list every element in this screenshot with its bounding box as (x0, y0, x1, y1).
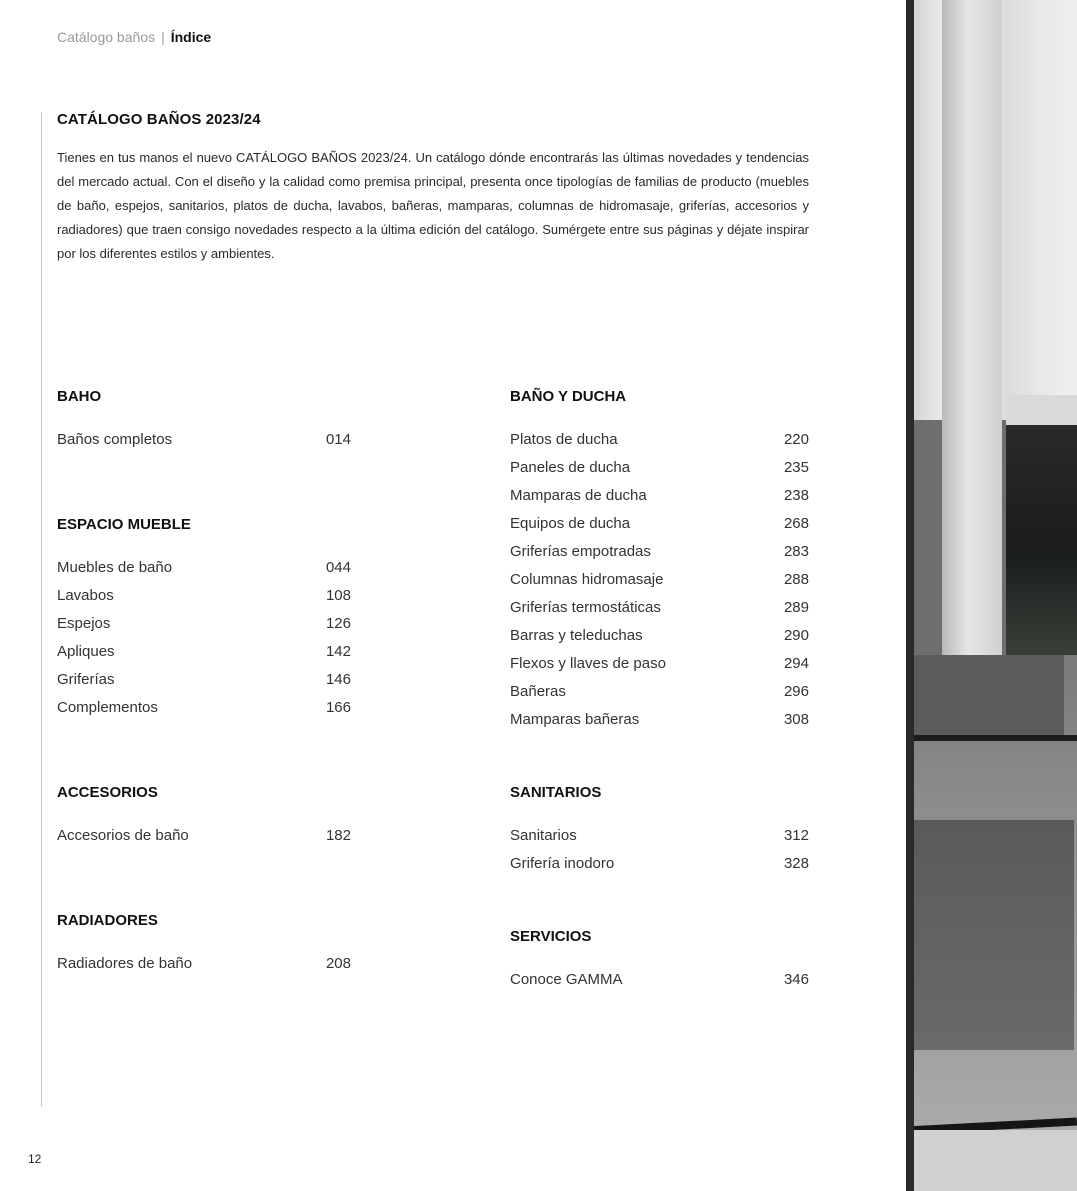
toc-entry[interactable] (57, 699, 351, 727)
toc-entry-label: Columnas hidromasaje (510, 571, 664, 588)
photo-towel-top (914, 655, 1064, 735)
toc-entry[interactable] (510, 571, 809, 599)
toc-entry-page: 142 (325, 643, 351, 660)
toc-entry[interactable] (57, 671, 351, 699)
toc-entries (510, 431, 809, 739)
breadcrumb (57, 29, 211, 45)
toc-entry-page: 290 (783, 627, 809, 644)
toc-entry-label: Bañeras (510, 683, 566, 700)
toc-entry-label: Complementos (57, 699, 158, 716)
photo-window-light (1006, 395, 1077, 425)
toc-entry-page: 296 (783, 683, 809, 700)
toc-entry-label: Griferías termostáticas (510, 599, 661, 616)
toc-entry-page: 346 (783, 971, 809, 988)
toc-entry-label: Mamparas bañeras (510, 711, 640, 728)
toc-entries (57, 431, 351, 459)
toc-entry-page: 235 (783, 459, 809, 476)
toc-entries (57, 827, 351, 855)
toc-entry[interactable] (510, 971, 809, 999)
toc-entries (57, 559, 351, 727)
toc-entry[interactable] (510, 627, 809, 655)
section-title: SANITARIOS (510, 784, 602, 801)
section-baho (57, 387, 351, 459)
toc-entries (510, 971, 809, 999)
toc-entry-page: 328 (783, 855, 809, 872)
toc-entry[interactable] (57, 643, 351, 671)
toc-entry-label: Baños completos (57, 431, 173, 448)
toc-entry-page: 044 (325, 559, 351, 576)
toc-entry-page: 268 (783, 515, 809, 532)
intro-text: Tienes en tus manos el nuevo CATÁLOGO BAÑOS 2023/24. Un catálogo dónde encontrarás las últimas novedades y tendencias del mercado actual. Con el diseño y la calidad como premisa principal, presenta once tipologías de familias de producto (muebles de baño, espejos, sanitarios, platos de ducha, lavabos, bañeras, mamparas, columnas de hidromasaje, griferías, accesorios y radiadores) que traen consigo novedades respecto a la última edición del catálogo. Sumérgete entre sus páginas y déjate inspirar por los diferentes estilos y ambientes. (57, 150, 809, 261)
toc-entry-label: Equipos de ducha (510, 515, 631, 532)
photo-frame-edge (906, 0, 914, 1191)
toc-entry-page: 146 (325, 671, 351, 688)
section-accesorios (57, 783, 351, 855)
toc-entry-label: Flexos y llaves de paso (510, 655, 666, 672)
toc-entry[interactable] (57, 431, 351, 459)
toc-entry-page: 166 (325, 699, 351, 716)
toc-entry-label: Griferías (57, 671, 115, 688)
toc-entries (510, 827, 809, 883)
toc-entry-label: Sanitarios (510, 827, 577, 844)
toc-entry-label: Platos de ducha (510, 431, 618, 448)
toc-entry-page: 308 (783, 711, 809, 728)
section-title: ACCESORIOS (57, 784, 158, 801)
toc-entry-label: Barras y teleduchas (510, 627, 643, 644)
toc-entry-page: 294 (783, 655, 809, 672)
toc-entry-label: Lavabos (57, 587, 114, 604)
section-servicios (510, 927, 809, 999)
toc-entry[interactable] (510, 683, 809, 711)
toc-entry-label: Conoce GAMMA (510, 971, 623, 988)
toc-entry-page: 289 (783, 599, 809, 616)
section-title: BAÑO Y DUCHA (510, 388, 627, 405)
section-title: SERVICIOS (510, 928, 592, 945)
toc-entry[interactable] (510, 655, 809, 683)
toc-entry[interactable] (57, 615, 351, 643)
section-sanitarios (510, 783, 809, 883)
breadcrumb-current: Índice (170, 29, 212, 45)
toc-entry-page: 208 (325, 955, 351, 972)
toc-entry-page: 283 (783, 543, 809, 560)
breadcrumb-separator: | (161, 29, 165, 45)
toc-entry-label: Paneles de ducha (510, 459, 631, 476)
toc-entry[interactable] (510, 543, 809, 571)
toc-entry-label: Muebles de baño (57, 559, 173, 576)
toc-entry[interactable] (510, 827, 809, 855)
toc-entry-page: 182 (325, 827, 351, 844)
toc-entry-page: 014 (325, 431, 351, 448)
bathroom-photo (906, 0, 1077, 1191)
section-title: BAHO (57, 388, 102, 405)
toc-entry[interactable] (510, 459, 809, 487)
section-title: ESPACIO MUEBLE (57, 516, 191, 533)
toc-entry[interactable] (510, 487, 809, 515)
toc-entry[interactable] (57, 559, 351, 587)
toc-entry[interactable] (57, 955, 351, 983)
toc-entry-page: 238 (783, 487, 809, 504)
section-espacio-mueble (57, 515, 351, 727)
photo-towel-bottom (914, 820, 1074, 1050)
toc-entry-label: Mamparas de ducha (510, 487, 647, 504)
section-bano-ducha (510, 387, 809, 739)
toc-entry[interactable] (510, 431, 809, 459)
toc-entry[interactable] (57, 827, 351, 855)
toc-entry[interactable] (510, 515, 809, 543)
toc-entry-page: 126 (325, 615, 351, 632)
section-title: RADIADORES (57, 912, 158, 929)
toc-entry-label: Accesorios de baño (57, 827, 189, 844)
toc-entry-page: 220 (783, 431, 809, 448)
toc-entry-label: Griferías empotradas (510, 543, 651, 560)
toc-entry-page: 288 (783, 571, 809, 588)
intro-title: CATÁLOGO BAÑOS 2023/24 (57, 111, 261, 128)
page-number: 12 (28, 1152, 42, 1166)
toc-entries (57, 955, 351, 983)
photo-floor (906, 1130, 1077, 1191)
toc-entry-page: 108 (325, 587, 351, 604)
toc-entry[interactable] (510, 711, 809, 739)
photo-window (1006, 395, 1077, 655)
breadcrumb-parent[interactable]: Catálogo baños (57, 29, 156, 45)
toc-entry-page: 312 (783, 827, 809, 844)
toc-entry[interactable] (510, 855, 809, 883)
toc-entry-label: Espejos (57, 615, 111, 632)
toc-entry[interactable] (57, 587, 351, 615)
toc-entry-label: Grifería inodoro (510, 855, 615, 872)
photo-towel-bar-top (906, 735, 1077, 741)
toc-entry-label: Radiadores de baño (57, 955, 193, 972)
vertical-divider (41, 112, 42, 1107)
section-radiadores (57, 911, 351, 983)
toc-entry[interactable] (510, 599, 809, 627)
toc-entry-label: Apliques (57, 643, 115, 660)
photo-pillar (942, 0, 1002, 700)
